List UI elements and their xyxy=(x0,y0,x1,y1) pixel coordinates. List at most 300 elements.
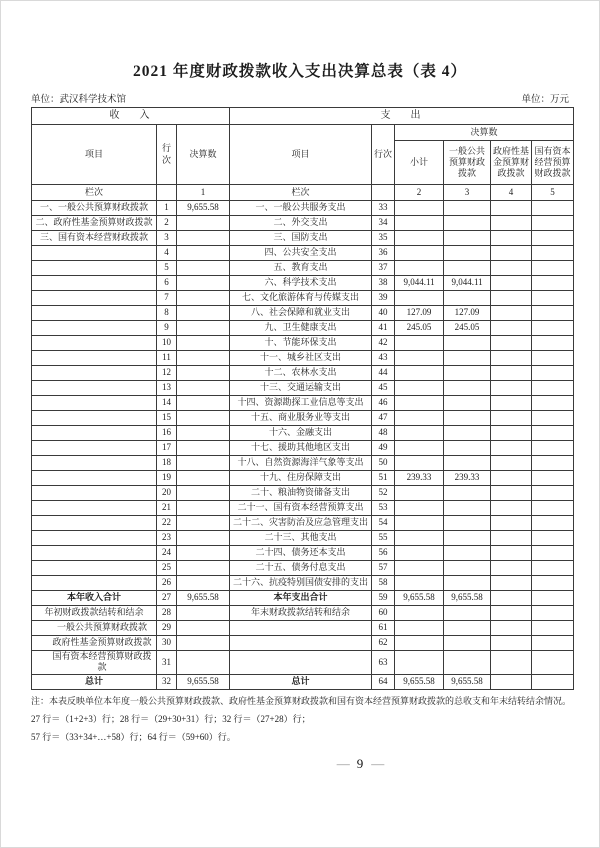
expense-general-public-cell xyxy=(444,621,491,636)
income-item-cell xyxy=(32,561,157,576)
income-amount-cell xyxy=(177,426,230,441)
blank-cell xyxy=(157,185,177,201)
expense-item-cell xyxy=(230,651,372,675)
expense-rowno-cell: 55 xyxy=(372,531,395,546)
expense-general-public-cell xyxy=(444,576,491,591)
income-rowno-cell: 32 xyxy=(157,674,177,689)
income-item-cell xyxy=(32,576,157,591)
expense-gov-fund-cell xyxy=(491,471,532,486)
expense-subtotal-cell xyxy=(395,531,444,546)
table-row xyxy=(32,261,574,276)
expense-general-public-cell xyxy=(444,336,491,351)
income-amount-cell xyxy=(177,486,230,501)
income-item-cell: 国有资本经营预算财政拨款 xyxy=(32,651,157,675)
section-header-row xyxy=(32,108,574,125)
income-section-header: 收 入 xyxy=(32,108,230,125)
expense-general-public-cell xyxy=(444,561,491,576)
expense-item-cell: 十二、农林水支出 xyxy=(230,366,372,381)
expense-state-capital-cell xyxy=(532,261,574,276)
expense-gov-fund-cell xyxy=(491,306,532,321)
expense-subtotal-cell xyxy=(395,201,444,216)
expense-state-capital-cell xyxy=(532,591,574,606)
income-item-cell xyxy=(32,471,157,486)
expense-subtotal-cell xyxy=(395,396,444,411)
expense-item-cell: 十三、交通运输支出 xyxy=(230,381,372,396)
income-rowno-cell: 7 xyxy=(157,291,177,306)
income-rowno-cell: 21 xyxy=(157,501,177,516)
table-row xyxy=(32,411,574,426)
income-item-cell: 三、国有资本经营财政拨款 xyxy=(32,231,157,246)
expense-state-capital-cell xyxy=(532,441,574,456)
expense-gov-fund-cell xyxy=(491,276,532,291)
expense-state-capital-cell xyxy=(532,456,574,471)
expense-rowno-cell: 34 xyxy=(372,216,395,231)
expense-rowno-cell: 63 xyxy=(372,651,395,675)
expense-general-public-cell xyxy=(444,231,491,246)
expense-item-cell: 二、外交支出 xyxy=(230,216,372,231)
income-rowno-cell: 8 xyxy=(157,306,177,321)
expense-index-label: 栏次 xyxy=(230,185,372,201)
income-amount-cell xyxy=(177,231,230,246)
expense-state-capital-cell xyxy=(532,674,574,689)
expense-general-public-cell xyxy=(444,546,491,561)
income-item-cell: 一、一般公共预算财政拨款 xyxy=(32,201,157,216)
expense-gov-fund-cell xyxy=(491,651,532,675)
expense-rowno-cell: 47 xyxy=(372,411,395,426)
expense-general-public-cell xyxy=(444,246,491,261)
expense-gov-fund-cell xyxy=(491,591,532,606)
expense-general-public-cell xyxy=(444,606,491,621)
income-item-cell: 政府性基金预算财政拨款 xyxy=(32,636,157,651)
expense-subtotal-cell xyxy=(395,621,444,636)
income-rowno-cell: 17 xyxy=(157,441,177,456)
table-row xyxy=(32,216,574,231)
expense-item-cell xyxy=(230,621,372,636)
income-rowno-cell: 1 xyxy=(157,201,177,216)
expense-gov-fund-cell xyxy=(491,291,532,306)
unit-name-label: 单位：武汉科学技术馆 xyxy=(31,95,127,105)
expense-gov-fund-cell xyxy=(491,216,532,231)
income-rowno-cell: 23 xyxy=(157,531,177,546)
income-item-cell xyxy=(32,501,157,516)
expense-state-capital-cell xyxy=(532,396,574,411)
page-number-value: 9 xyxy=(356,756,364,771)
expense-subtotal-cell: 9,655.58 xyxy=(395,591,444,606)
income-amount-cell xyxy=(177,261,230,276)
note-line-2: 27 行＝（1+2+3）行；28 行＝（29+30+31）行；32 行＝（27+28）行； xyxy=(31,713,311,724)
expense-item-cell: 三、国防支出 xyxy=(230,231,372,246)
note-line-1: 注：本表反映单位本年度一般公共预算财政拨款、政府性基金预算财政拨款和国有资本经营预算财政拨款的总收支和年末结转结余情况。 xyxy=(31,695,572,706)
column-header-row xyxy=(32,125,574,141)
income-amount-cell xyxy=(177,651,230,675)
income-item-cell: 二、政府性基金预算财政拨款 xyxy=(32,216,157,231)
column-index-row xyxy=(32,185,574,201)
expense-rowno-cell: 41 xyxy=(372,321,395,336)
expense-item-cell: 十一、城乡社区支出 xyxy=(230,351,372,366)
expense-item-cell: 十五、商业服务业等支出 xyxy=(230,411,372,426)
expense-gov-fund-cell xyxy=(491,366,532,381)
income-rowno-cell: 14 xyxy=(157,396,177,411)
income-rowno-cell: 16 xyxy=(157,426,177,441)
expense-gov-fund-cell xyxy=(491,486,532,501)
expense-general-public-cell xyxy=(444,636,491,651)
expense-rowno-cell: 36 xyxy=(372,246,395,261)
expense-item-cell: 二十三、其他支出 xyxy=(230,531,372,546)
table-row xyxy=(32,276,574,291)
expense-rowno-cell: 45 xyxy=(372,381,395,396)
expense-item-cell: 本年支出合计 xyxy=(230,591,372,606)
expense-subtotal-cell xyxy=(395,441,444,456)
expense-item-cell: 二十、粮油物资储备支出 xyxy=(230,486,372,501)
expense-subtotal-cell xyxy=(395,546,444,561)
expense-gov-fund-cell xyxy=(491,321,532,336)
income-amount-cell xyxy=(177,411,230,426)
income-item-cell xyxy=(32,486,157,501)
expense-rowno-cell: 50 xyxy=(372,456,395,471)
income-amount-cell: 9,655.58 xyxy=(177,674,230,689)
expense-rowno-cell: 35 xyxy=(372,231,395,246)
expense-item-cell xyxy=(230,636,372,651)
expense-state-capital-cell xyxy=(532,576,574,591)
expense-state-capital-cell xyxy=(532,606,574,621)
income-rowno-header: 行次 xyxy=(157,125,177,185)
expense-rowno-cell: 39 xyxy=(372,291,395,306)
table-row xyxy=(32,561,574,576)
expense-rowno-cell: 62 xyxy=(372,636,395,651)
income-rowno-cell: 6 xyxy=(157,276,177,291)
table-row xyxy=(32,456,574,471)
expense-rowno-cell: 53 xyxy=(372,501,395,516)
expense-item-header: 项目 xyxy=(230,125,372,185)
expense-rowno-cell: 42 xyxy=(372,336,395,351)
income-amount-cell: 9,655.58 xyxy=(177,591,230,606)
gov-fund-header: 政府性基金预算财政拨款 xyxy=(491,141,532,185)
table-row xyxy=(32,651,574,675)
expense-item-cell: 十八、自然资源海洋气象等支出 xyxy=(230,456,372,471)
expense-subtotal-cell xyxy=(395,516,444,531)
expense-general-public-cell xyxy=(444,261,491,276)
expense-gov-fund-cell xyxy=(491,606,532,621)
expense-item-cell: 二十一、国有资本经营预算支出 xyxy=(230,501,372,516)
expense-general-public-cell xyxy=(444,651,491,675)
expense-subtotal-cell xyxy=(395,216,444,231)
income-rowno-cell: 24 xyxy=(157,546,177,561)
expense-item-cell: 总计 xyxy=(230,674,372,689)
expense-subtotal-cell xyxy=(395,366,444,381)
income-rowno-cell: 28 xyxy=(157,606,177,621)
expense-gov-fund-cell xyxy=(491,246,532,261)
note-line-3: 57 行＝（33+34+…+58）行；64 行＝（59+60）行。 xyxy=(31,732,236,743)
income-amount-cell xyxy=(177,396,230,411)
table-row xyxy=(32,201,574,216)
table-row xyxy=(32,531,574,546)
expense-subtotal-cell xyxy=(395,351,444,366)
income-amount-cell xyxy=(177,216,230,231)
income-amount-cell xyxy=(177,531,230,546)
income-rowno-cell: 30 xyxy=(157,636,177,651)
expense-state-capital-cell xyxy=(532,546,574,561)
expense-item-cell: 二十四、债务还本支出 xyxy=(230,546,372,561)
expense-state-capital-cell xyxy=(532,516,574,531)
expense-state-capital-cell xyxy=(532,561,574,576)
income-rowno-cell: 9 xyxy=(157,321,177,336)
expense-subtotal-cell xyxy=(395,246,444,261)
blank-cell xyxy=(372,185,395,201)
expense-amount-group-header: 决算数 xyxy=(395,125,574,141)
expense-rowno-cell: 64 xyxy=(372,674,395,689)
expense-general-public-cell xyxy=(444,216,491,231)
expense-general-public-cell xyxy=(444,501,491,516)
expense-gov-fund-cell xyxy=(491,636,532,651)
income-rowno-cell: 15 xyxy=(157,411,177,426)
table-row xyxy=(32,546,574,561)
expense-subtotal-cell xyxy=(395,411,444,426)
general-public-header: 一般公共预算财政拨款 xyxy=(444,141,491,185)
expense-state-capital-cell xyxy=(532,636,574,651)
page-number xyxy=(1,756,599,772)
expense-general-public-cell xyxy=(444,441,491,456)
expense-state-capital-cell xyxy=(532,321,574,336)
expense-rowno-cell: 60 xyxy=(372,606,395,621)
income-rowno-cell: 5 xyxy=(157,261,177,276)
page-number-dash-left: — xyxy=(336,756,349,771)
expense-rowno-cell: 48 xyxy=(372,426,395,441)
income-item-cell xyxy=(32,276,157,291)
expense-general-public-cell xyxy=(444,486,491,501)
income-amount-cell xyxy=(177,546,230,561)
expense-col-index-5: 5 xyxy=(532,185,574,201)
expense-subtotal-cell xyxy=(395,426,444,441)
expense-subtotal-cell: 9,044.11 xyxy=(395,276,444,291)
income-item-cell xyxy=(32,336,157,351)
expense-item-cell: 九、卫生健康支出 xyxy=(230,321,372,336)
income-item-cell xyxy=(32,246,157,261)
expense-rowno-cell: 44 xyxy=(372,366,395,381)
expense-col-index-2: 2 xyxy=(395,185,444,201)
income-amount-cell xyxy=(177,441,230,456)
expense-gov-fund-cell xyxy=(491,501,532,516)
table-row xyxy=(32,501,574,516)
expense-rowno-cell: 57 xyxy=(372,561,395,576)
income-rowno-cell: 4 xyxy=(157,246,177,261)
table-row xyxy=(32,486,574,501)
expense-subtotal-cell xyxy=(395,501,444,516)
expense-gov-fund-cell xyxy=(491,674,532,689)
expense-general-public-cell: 9,655.58 xyxy=(444,674,491,689)
income-item-cell xyxy=(32,321,157,336)
income-amount-cell xyxy=(177,576,230,591)
expense-general-public-cell: 9,044.11 xyxy=(444,276,491,291)
income-rowno-cell: 20 xyxy=(157,486,177,501)
expense-item-cell: 七、文化旅游体育与传媒支出 xyxy=(230,291,372,306)
income-col-index: 1 xyxy=(177,185,230,201)
expense-subtotal-cell: 245.05 xyxy=(395,321,444,336)
expense-subtotal-cell xyxy=(395,381,444,396)
expense-gov-fund-cell xyxy=(491,336,532,351)
income-amount-cell xyxy=(177,621,230,636)
expense-rowno-header: 行次 xyxy=(372,125,395,185)
expense-rowno-cell: 46 xyxy=(372,396,395,411)
expense-gov-fund-cell xyxy=(491,621,532,636)
expense-state-capital-cell xyxy=(532,246,574,261)
income-rowno-cell: 11 xyxy=(157,351,177,366)
expense-subtotal-cell: 127.09 xyxy=(395,306,444,321)
expense-rowno-cell: 38 xyxy=(372,276,395,291)
expense-general-public-cell: 127.09 xyxy=(444,306,491,321)
income-rowno-cell: 18 xyxy=(157,456,177,471)
income-amount-cell xyxy=(177,276,230,291)
income-rowno-cell: 27 xyxy=(157,591,177,606)
expense-general-public-cell xyxy=(444,201,491,216)
income-item-cell xyxy=(32,411,157,426)
expense-state-capital-cell xyxy=(532,486,574,501)
expense-subtotal-cell xyxy=(395,261,444,276)
expense-item-cell: 二十二、灾害防治及应急管理支出 xyxy=(230,516,372,531)
expense-item-cell: 二十六、抗疫特别国债安排的支出 xyxy=(230,576,372,591)
income-rowno-cell: 22 xyxy=(157,516,177,531)
table-body xyxy=(32,201,574,690)
expense-general-public-cell: 9,655.58 xyxy=(444,591,491,606)
expense-subtotal-cell: 9,655.58 xyxy=(395,674,444,689)
expense-gov-fund-cell xyxy=(491,201,532,216)
income-item-header: 项目 xyxy=(32,125,157,185)
expense-general-public-cell xyxy=(444,396,491,411)
income-item-cell xyxy=(32,351,157,366)
income-item-cell: 本年收入合计 xyxy=(32,591,157,606)
income-amount-cell xyxy=(177,471,230,486)
income-item-cell xyxy=(32,306,157,321)
income-amount-cell xyxy=(177,351,230,366)
table-row xyxy=(32,306,574,321)
expense-gov-fund-cell xyxy=(491,561,532,576)
expense-item-cell: 十、节能环保支出 xyxy=(230,336,372,351)
expense-general-public-cell xyxy=(444,531,491,546)
expense-item-cell: 十九、住房保障支出 xyxy=(230,471,372,486)
table-row xyxy=(32,516,574,531)
expense-state-capital-cell xyxy=(532,426,574,441)
expense-state-capital-cell xyxy=(532,651,574,675)
table-row xyxy=(32,621,574,636)
income-amount-cell xyxy=(177,366,230,381)
unit-line xyxy=(31,91,569,105)
expense-rowno-cell: 54 xyxy=(372,516,395,531)
expense-state-capital-cell xyxy=(532,501,574,516)
expense-state-capital-cell xyxy=(532,276,574,291)
income-item-cell xyxy=(32,546,157,561)
income-item-cell xyxy=(32,381,157,396)
income-item-cell xyxy=(32,531,157,546)
expense-gov-fund-cell xyxy=(491,456,532,471)
income-rowno-cell: 19 xyxy=(157,471,177,486)
expense-state-capital-cell xyxy=(532,366,574,381)
expense-state-capital-cell xyxy=(532,216,574,231)
income-item-cell xyxy=(32,456,157,471)
expense-rowno-cell: 51 xyxy=(372,471,395,486)
income-rowno-cell: 10 xyxy=(157,336,177,351)
expense-subtotal-cell xyxy=(395,606,444,621)
income-amount-cell xyxy=(177,456,230,471)
table-row xyxy=(32,636,574,651)
state-capital-header: 国有资本经营预算财政拨款 xyxy=(532,141,574,185)
income-item-cell xyxy=(32,366,157,381)
income-amount-cell xyxy=(177,606,230,621)
expense-state-capital-cell xyxy=(532,381,574,396)
expense-rowno-cell: 37 xyxy=(372,261,395,276)
income-item-cell: 一般公共预算财政拨款 xyxy=(32,621,157,636)
page-title: 2021 年度财政拨款收入支出决算总表（表 4） xyxy=(132,63,467,80)
income-rowno-cell: 29 xyxy=(157,621,177,636)
income-item-cell xyxy=(32,261,157,276)
expense-gov-fund-cell xyxy=(491,396,532,411)
expense-item-cell: 四、公共安全支出 xyxy=(230,246,372,261)
income-rowno-cell: 26 xyxy=(157,576,177,591)
income-amount-cell xyxy=(177,321,230,336)
expense-state-capital-cell xyxy=(532,306,574,321)
expense-subtotal-cell xyxy=(395,651,444,675)
expense-rowno-cell: 59 xyxy=(372,591,395,606)
table-row xyxy=(32,591,574,606)
expense-gov-fund-cell xyxy=(491,546,532,561)
expense-gov-fund-cell xyxy=(491,576,532,591)
income-amount-cell xyxy=(177,561,230,576)
table-row xyxy=(32,321,574,336)
table-row xyxy=(32,426,574,441)
income-rowno-cell: 13 xyxy=(157,381,177,396)
expense-subtotal-cell xyxy=(395,231,444,246)
expense-col-index-3: 3 xyxy=(444,185,491,201)
income-amount-cell xyxy=(177,336,230,351)
income-amount-cell xyxy=(177,246,230,261)
table-row xyxy=(32,396,574,411)
expense-item-cell: 一、一般公共服务支出 xyxy=(230,201,372,216)
expense-state-capital-cell xyxy=(532,411,574,426)
table-row xyxy=(32,471,574,486)
expense-general-public-cell xyxy=(444,351,491,366)
expense-subtotal-cell xyxy=(395,576,444,591)
table-row xyxy=(32,576,574,591)
expense-state-capital-cell xyxy=(532,201,574,216)
income-rowno-cell: 2 xyxy=(157,216,177,231)
unit-currency-label: 单位：万元 xyxy=(521,95,569,105)
subtotal-header: 小计 xyxy=(395,141,444,185)
expense-subtotal-cell: 239.33 xyxy=(395,471,444,486)
expense-subtotal-cell xyxy=(395,561,444,576)
expense-subtotal-cell xyxy=(395,336,444,351)
expense-general-public-cell xyxy=(444,291,491,306)
income-item-cell xyxy=(32,441,157,456)
income-amount-cell xyxy=(177,516,230,531)
income-amount-cell xyxy=(177,306,230,321)
expense-general-public-cell xyxy=(444,516,491,531)
expense-state-capital-cell xyxy=(532,621,574,636)
income-item-cell xyxy=(32,291,157,306)
expense-subtotal-cell xyxy=(395,456,444,471)
income-item-cell xyxy=(32,426,157,441)
expense-rowno-cell: 43 xyxy=(372,351,395,366)
table-row xyxy=(32,674,574,689)
income-amount-cell xyxy=(177,381,230,396)
income-item-cell xyxy=(32,396,157,411)
income-item-cell: 总计 xyxy=(32,674,157,689)
expense-gov-fund-cell xyxy=(491,516,532,531)
expense-item-cell: 八、社会保障和就业支出 xyxy=(230,306,372,321)
expense-general-public-cell xyxy=(444,411,491,426)
income-amount-cell xyxy=(177,636,230,651)
table-row xyxy=(32,291,574,306)
expense-rowno-cell: 52 xyxy=(372,486,395,501)
expense-state-capital-cell xyxy=(532,351,574,366)
expense-rowno-cell: 33 xyxy=(372,201,395,216)
